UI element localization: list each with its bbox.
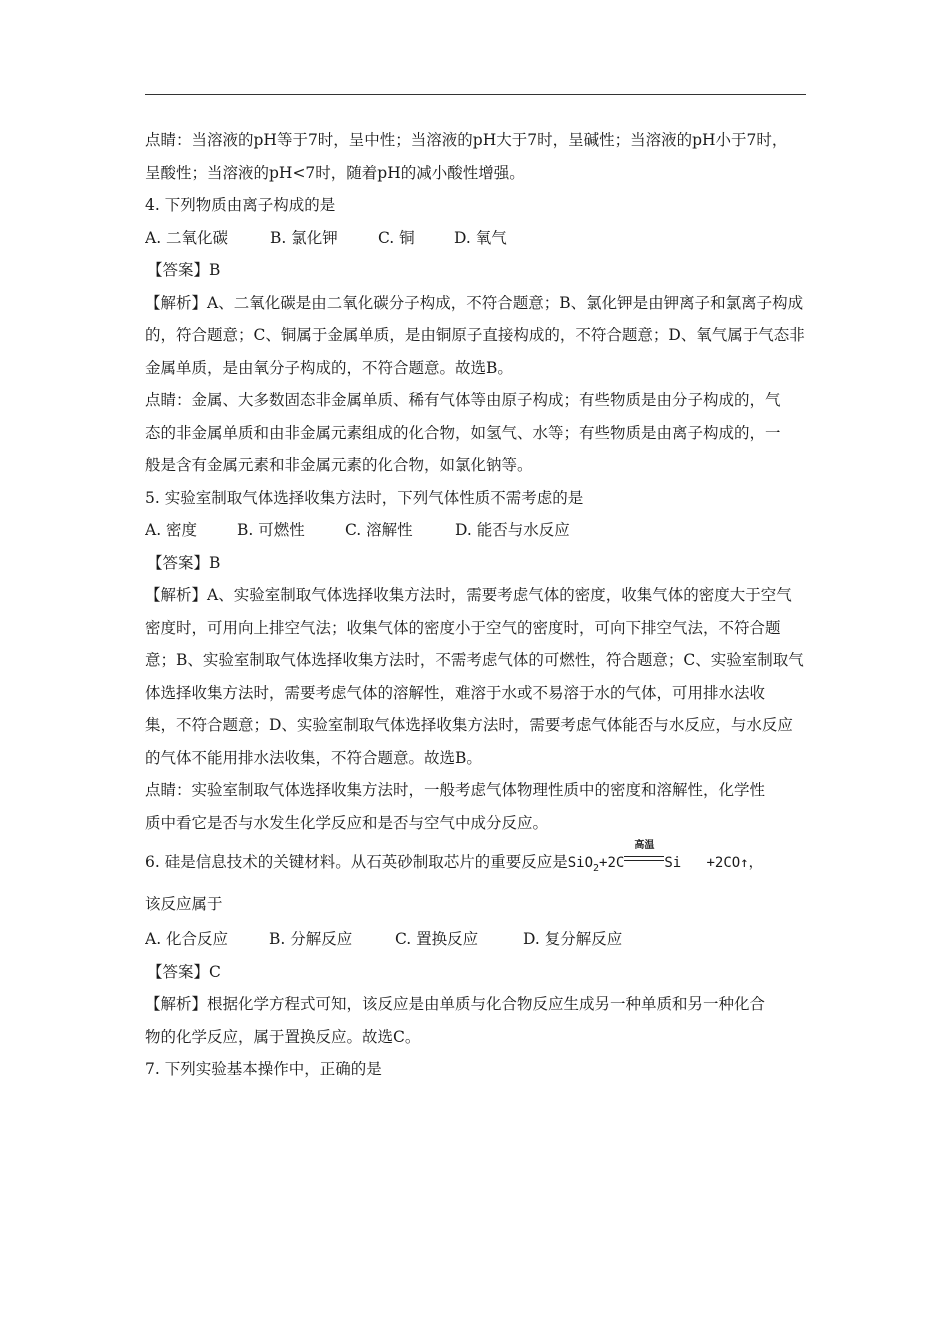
q5-analysis-line-1: 【解析】A、实验室制取气体选择收集方法时，需要考虑气体的密度，收集气体的密度大于空气 xyxy=(145,586,792,604)
q4-option-d: D. 氧气 xyxy=(454,228,507,247)
q4-analysis-line-3: 金属单质，是由氧分子构成的，不符合题意。故选B。 xyxy=(145,358,513,377)
q4-question: 4. 下列物质由离子构成的是 xyxy=(145,196,336,214)
q3-tip-line-2: 呈酸性；当溶液的pH<7时，随着pH的减小酸性增强。 xyxy=(145,163,525,182)
q4-tip-line-3: 般是含有金属元素和非金属元素的化合物，如氯化钠等。 xyxy=(145,456,533,474)
reaction-equals-sign xyxy=(624,840,664,873)
document-body xyxy=(145,124,809,1086)
q5-tip-line-1: 点睛：实验室制取气体选择收集方法时，一般考虑气体物理性质中的密度和溶解性，化学性 xyxy=(145,781,766,799)
q6-option-c: C. 置换反应 xyxy=(395,930,479,948)
q5-option-c: C. 溶解性 xyxy=(345,521,413,539)
q5-analysis-line-5: 集，不符合题意；D、实验室制取气体选择收集方法时，需要考虑气体能否与水反应，与水反应 xyxy=(145,716,793,734)
q5-tip-line-2: 质中看它是否与水发生化学反应和是否与空气中成分反应。 xyxy=(145,813,549,832)
q5-answer: 【答案】B xyxy=(147,553,221,572)
q4-analysis-line-2: 的，符合题意；C、铜属于金属单质，是由铜原子直接构成的，不符合题意；D、氧气属于气态非 xyxy=(145,326,805,344)
q5-option-b: B. 可燃性 xyxy=(237,521,305,539)
q6-options xyxy=(145,923,809,956)
q5-analysis-line-6: 的气体不能用排水法收集，不符合题意。故选B。 xyxy=(145,748,482,767)
q4-tip-line-2: 态的非金属单质和由非金属元素组成的化合物，如氢气、水等；有些物质是由离子构成的，一 xyxy=(145,423,781,442)
q4-option-a: A. 二氧化碳 xyxy=(145,228,229,247)
q7-question: 7. 下列实验基本操作中，正确的是 xyxy=(145,1060,382,1078)
q4-analysis-line-1: 【解析】A、二氧化碳是由二氧化碳分子构成，不符合题意；B、氯化钾是由钾离子和氯离子构成 xyxy=(145,293,804,312)
q6-option-a: A. 化合反应 xyxy=(145,930,229,948)
q4-tip-line-1: 点睛：金属、大多数固态非金属单质、稀有气体等由原子构成；有些物质是由分子构成的，气 xyxy=(145,391,781,409)
q4-option-c: C. 铜 xyxy=(378,228,415,247)
q5-question: 5. 实验室制取气体选择收集方法时，下列气体性质不需考虑的是 xyxy=(145,488,584,507)
q5-analysis-line-2: 密度时，可用向上排空气法；收集气体的密度小于空气的密度时，可向下排空气法，不符合题 xyxy=(145,618,781,637)
q6-question-line-2: 该反应属于 xyxy=(145,895,223,913)
q6-option-b: B. 分解反应 xyxy=(269,930,353,948)
q4-answer: 【答案】B xyxy=(147,261,221,279)
q5-analysis-line-3: 意；B、实验室制取气体选择收集方法时，不需考虑气体的可燃性，符合题意；C、实验室制取气 xyxy=(145,651,804,669)
q6-question-text: 6. 硅是信息技术的关键材料。从石英砂制取芯片的重要反应是 xyxy=(145,853,568,871)
reaction-condition: 高温 xyxy=(634,840,655,851)
q6-answer: 【答案】C xyxy=(147,962,221,981)
q6-question xyxy=(145,839,809,885)
q5-option-d: D. 能否与水反应 xyxy=(455,521,570,539)
q6-equation-subscript: 2 xyxy=(593,863,600,875)
q6-equation-left2: +2C xyxy=(599,855,625,871)
q4-options xyxy=(145,222,809,255)
q6-equation-right: Si +2CO↑， xyxy=(664,855,763,871)
q5-analysis-line-4: 体选择收集方法时，需要考虑气体的溶解性，难溶于水或不易溶于水的气体，可用排水法收 xyxy=(145,683,766,702)
q5-options xyxy=(145,514,809,547)
q4-option-b: B. 氯化钾 xyxy=(270,228,338,247)
q6-equation-left: SiO xyxy=(567,855,594,871)
header-rule xyxy=(145,94,806,95)
q5-option-a: A. 密度 xyxy=(145,521,198,539)
q6-analysis-line-1: 【解析】根据化学方程式可知，该反应是由单质与化合物反应生成另一种单质和另一种化合 xyxy=(145,995,766,1013)
q3-tip-line-1: 点睛：当溶液的pH等于7时，呈中性；当溶液的pH大于7时，呈碱性；当溶液的pH小于7时， xyxy=(145,131,788,149)
q6-option-d: D. 复分解反应 xyxy=(523,930,623,948)
q6-analysis-line-2: 物的化学反应，属于置换反应。故选C。 xyxy=(145,1027,421,1046)
